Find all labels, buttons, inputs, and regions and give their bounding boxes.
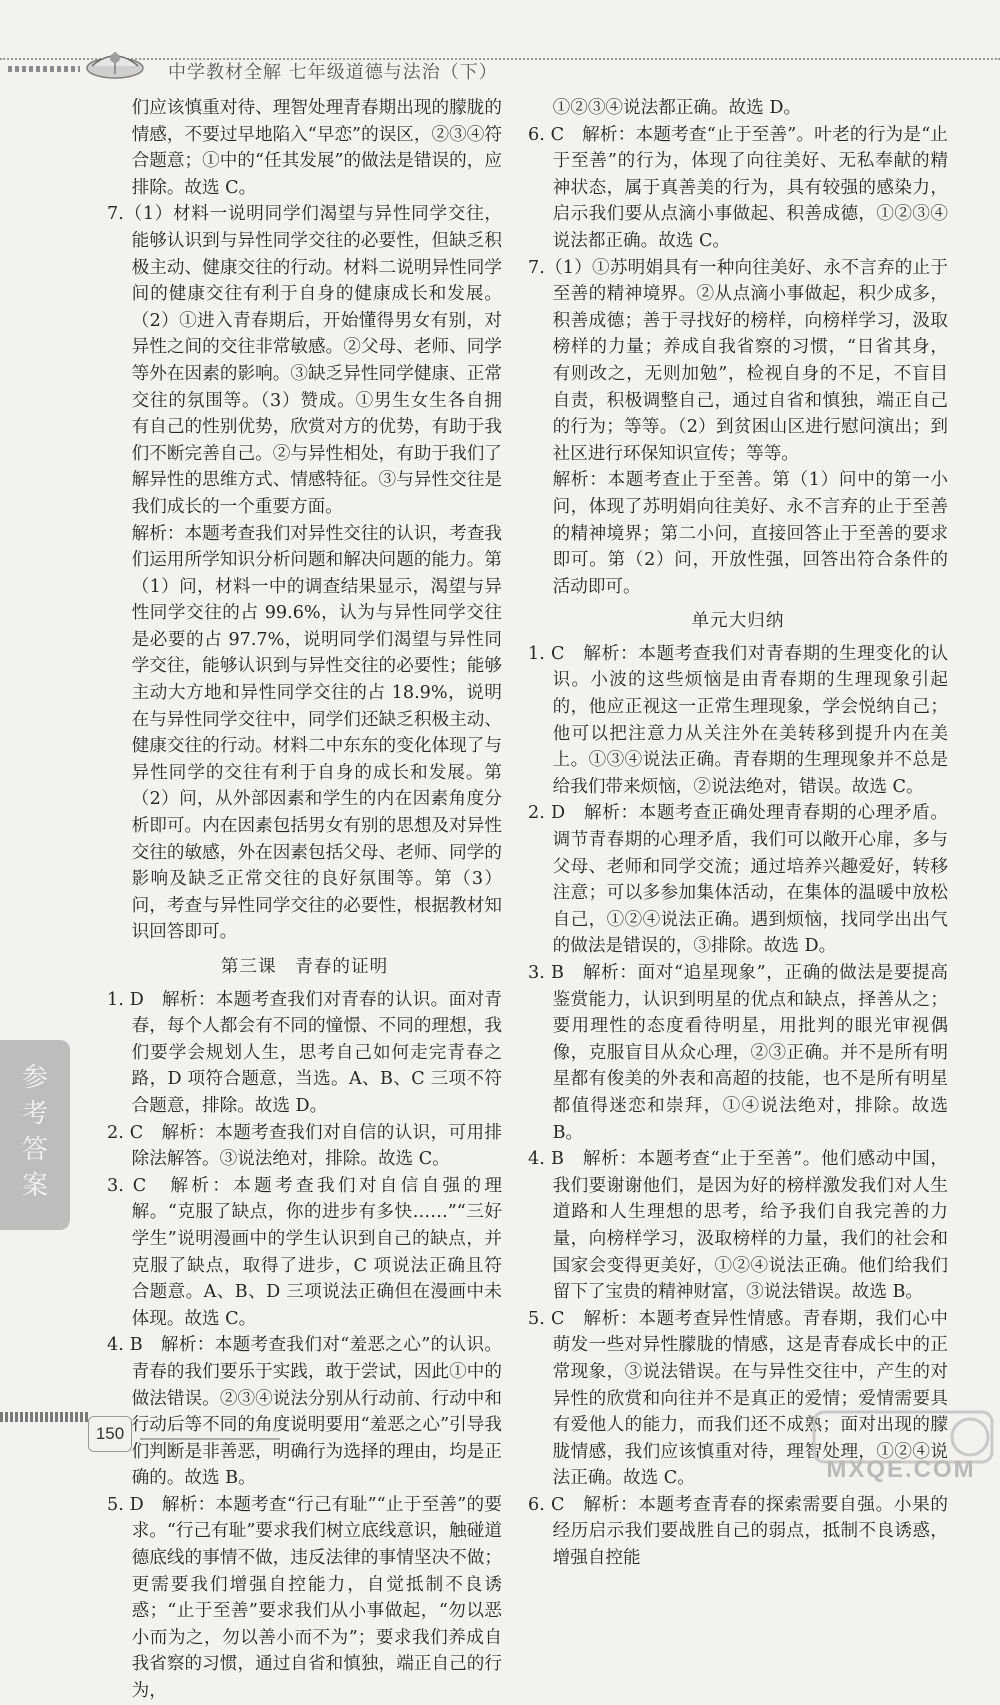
answer-paragraph: ①②③④说法都正确。故选 D。 <box>552 98 802 118</box>
answer-item: 4. B 解析：本题考查“止于至善”。他们感动中国，我们要谢谢他们，是因为好的榜样激发我们对人生道路和人生理想的思考，给予我们自我完善的力量，向榜样学习，汲取榜样的力量，我们的社会和国家会变得更美好，①②④说法正确。他们给我们留下了宝贵的精神财富，③说法错误。故选 B。 <box>528 1149 948 1303</box>
right-answer-column <box>528 95 948 1572</box>
answer-item: 5. D 解析：本题考查“行己有耻”“止于至善”的要求。“行己有耻”要求我们树立底线意识，触碰道德底线的事情不做，违反法律的事情坚决不做；更需要我们增强自控能力，自觉抵制不良诱惑；“止于至善”要求我们从小事做起，“勿以恶小而为之，勿以善小而不为”；要求我们养成自我省察的习惯，通过自省和慎独，端正自己的行为， <box>107 1494 502 1702</box>
answer-item: 2. D 解析：本题考查正确处理青春期的心理矛盾。调节青春期的心理矛盾，我们可以敞开心扉，多与父母、老师和同学交流；通过培养兴趣爱好，转移注意；可以多参加集体活动，在集体的温暖中放松自己，①②④说法正确。遇到烦恼，找同学出出气的做法是错误的，③排除。故选 D。 <box>528 803 948 957</box>
header-dot-strip <box>8 66 80 72</box>
answer-item: 6. C 解析：本题考查青春的探索需要自强。小果的经历启示我们要战胜自己的弱点，抵制不良诱惑，增强自控能 <box>528 1494 948 1569</box>
section-heading: 第三课 青春的证明 <box>220 957 389 977</box>
answer-paragraph: 解析：本题考查止于至善。第（1）问中的第一小问，体现了苏明娟向往美好、永不言弃的止于至善的精神境界；第二小问，直接回答止于至善的要求即可。第（2）问，开放性强，回答出符合条件的活动即可。 <box>552 470 948 597</box>
reference-answers-label: 参考答案 <box>21 1063 48 1201</box>
answer-item: 1. D 解析：本题考查我们对青春的认识。面对青春，每个人都会有不同的憧憬、不同的理想，我们要学会规划人生，思考自己如何走完青春之路，D 项符合题意，当选。A、B、C 三项不符合题意，排除。故选 D。 <box>107 989 502 1116</box>
footer-dot-strip <box>0 1412 90 1422</box>
section-heading: 单元大归纳 <box>691 611 785 632</box>
answer-paragraph: 们应该慎重对待、理智处理青春期出现的朦胧的情感，不要过早地陷入“早恋”的误区，②③④符合题意；①中的“任其发展”的做法是错误的，应排除。故选 C。 <box>131 98 502 198</box>
reference-answers-tab <box>0 1040 70 1230</box>
footer-rule <box>140 1438 280 1440</box>
answer-item: 7.（1）材料一说明同学们渴望与异性同学交往，能够认识到与异性同学交往的必要性，但缺乏积极主动、健康交往的行动。材料二说明异性同学间的健康交往有利于自身的健康成长和发展。（2）①进入青春期后，开始懂得男女有别，对异性之间的交往非常敏感。②父母、老师、同学等外在因素的影响。③缺乏异性同学健康、正常交往的氛围等。（3）赞成。①男生女生各自拥有自己的性别优势，欣赏对方的优势，有助于我们不断完善自己。②与异性相处，有助于我们了解异性的思维方式、情感特征。③与异性交往是我们成长的一个重要方面。 <box>107 204 502 517</box>
answer-item: 4. B 解析：本题考查我们对“羞恶之心”的认识。青春的我们要乐于实践，敢于尝试，因此①中的做法错误。②③④说法分别从行动前、行动中和行动后等不同的角度说明要用“羞恶之心”引导我们判断是非善恶，明确行为选择的理由，均是正确的。故选 B。 <box>107 1335 502 1489</box>
header-dotted-rule <box>0 58 1000 60</box>
answer-item: 6. C 解析：本题考查“止于至善”。叶老的行为是“止于至善”的行为，体现了向往美好、无私奉献的精神状态，属于真善美的行为，具有较强的感染力，启示我们要从点滴小事做起、积善成德，①②③④说法都正确。故选 C。 <box>528 124 948 251</box>
answer-paragraph: 解析：本题考查我们对异性交往的认识，考查我们运用所学知识分析问题和解决问题的能力。第（1）问，材料一中的调查结果显示，渴望与异性同学交往的占 99.6%，认为与异性同学交往是必要的占 97.7%，说明同学们渴望与异性同学交往，能够认识到与异性交往的必要性；能够主动大方地和异性同学交往的占 18.9%，说明在与异性同学交往中，同学们还缺乏积极主动、健康交往的行动。材料二中东东的变化体现了与异性同学的交往有利于自身的成长和发展。第（2）问，从外部因素和学生的内在因素角度分析即可。内在因素包括男女有别的思想及对异性交往的敏感，外在因素包括父母、老师、同学的影响及缺乏正常交往的良好氛围等。第（3）问，考查与异性同学交往的必要性，根据教材知识回答即可。 <box>131 523 502 943</box>
answer-item: 7.（1）①苏明娟具有一种向往美好、永不言弃的止于至善的精神境界。②从点滴小事做起，积少成多，积善成德；善于寻找好的榜样，向榜样学习，汲取榜样的力量；养成自我省察的习惯，“日省其身，有则改之，无则加勉”，检视自身的不足，不盲目自责，积极调整自己，通过自省和慎独，端正自己的行为；等等。（2）到贫困山区进行慰问演出；到社区进行环保知识宣传；等等。 <box>528 257 948 464</box>
watermark-text: MXQE.COM <box>826 1456 976 1483</box>
book-title: 中学教材全解 七年级道德与法治（下） <box>168 62 498 83</box>
answer-item: 3. B 解析：面对“追星现象”，正确的做法是要提高鉴赏能力，认识到明星的优点和缺点，择善从之；要用理性的态度看待明星，用批判的眼光审视偶像，克服盲目从众心理，②③正确。并不是所有明星都有俊美的外表和高超的技能，也不是所有明星都值得迷恋和崇拜，①④说法绝对，排除。故选 B。 <box>528 963 948 1143</box>
answer-item: 1. C 解析：本题考查我们对青春期的生理变化的认识。小波的这些烦恼是由青春期的生理现象引起的，他应正视这一正常生理现象，学会悦纳自己；他可以把注意力从关注外在美转移到提升内在美上。①③④说法正确。青春期的生理现象并不总是给我们带来烦恼，②说法绝对，错误。故选 C。 <box>528 643 948 797</box>
answer-item: 3. C 解析：本题考查我们对自信自强的理解。“克服了缺点，你的进步有多快……”“三好学生”说明漫画中的学生认识到自己的缺点，并克服了缺点，取得了进步，C 项说法正确且符合题意。A、B、D 三项说法正确但在漫画中未体现。故选 C。 <box>107 1175 502 1329</box>
page-number: 150 <box>88 1416 132 1452</box>
page-header <box>0 0 1000 95</box>
book-logo-icon <box>84 44 146 82</box>
answer-item: 5. C 解析：本题考查异性情感。青春期，我们心中萌发一些对异性朦胧的情感，这是青春成长中的正常现象，③说法错误。在与异性交往中，产生的对异性的欣赏和向往并不是真正的爱情；爱情需要具有爱他人的能力，而我们还不成熟；面对出现的朦胧情感，我们应该慎重对待，理智处理，①②④说法正确。故选 C。 <box>528 1308 948 1489</box>
answer-item: 2. C 解析：本题考查我们对自信的认识，可用排除法解答。③说法绝对，排除。故选 C。 <box>107 1122 502 1170</box>
left-answer-column <box>107 95 502 1705</box>
